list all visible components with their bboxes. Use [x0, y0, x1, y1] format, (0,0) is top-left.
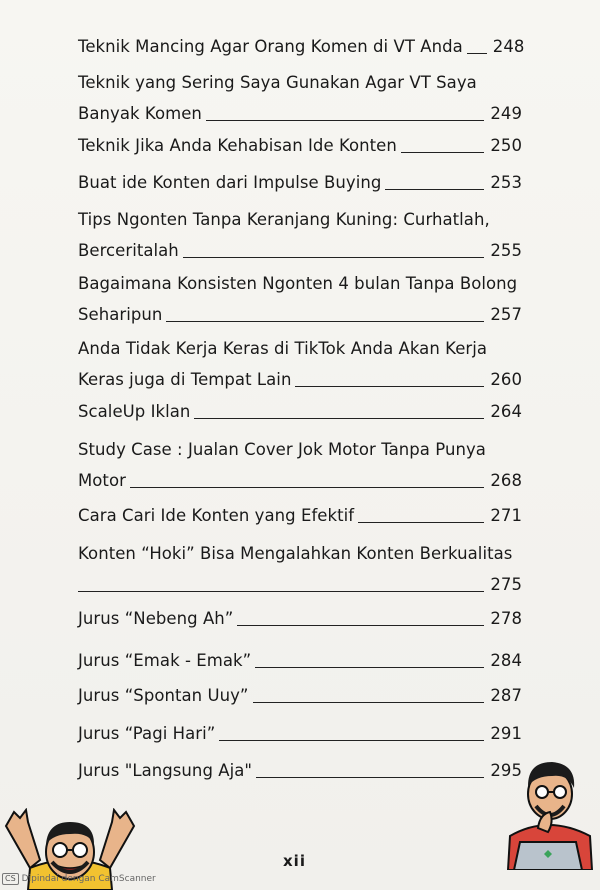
page-number: xii — [283, 852, 306, 870]
toc-title-line: Bagaimana Konsisten Ngonten 4 bulan Tanpa Bolong — [78, 274, 518, 293]
leader-line — [183, 256, 485, 258]
camscanner-logo-icon: CS — [2, 873, 19, 885]
toc-title-line: Keras juga di Tempat Lain — [78, 370, 292, 389]
toc-page-number: 291 — [490, 724, 522, 743]
toc-title-line: Banyak Komen — [78, 104, 202, 123]
scanner-watermark — [2, 873, 156, 885]
toc-page-number: 287 — [490, 686, 522, 705]
leader-line — [467, 52, 487, 54]
toc-page-number: 250 — [490, 136, 522, 155]
toc-title-line: Teknik Mancing Agar Orang Komen di VT Anda — [78, 37, 463, 56]
toc-page-number: 271 — [490, 506, 522, 525]
toc-title-line: Buat ide Konten dari Impulse Buying — [78, 173, 382, 192]
leader-line — [253, 701, 485, 703]
toc-page-number: 284 — [490, 651, 522, 670]
toc-entry — [78, 396, 522, 427]
toc-entry — [78, 167, 522, 198]
toc-page-number: 249 — [490, 104, 522, 123]
leader-line — [358, 521, 484, 523]
toc-title-line: Jurus “Nebeng Ah” — [78, 609, 234, 628]
leader-line — [206, 119, 484, 121]
scanner-text: Dipindai dengan CamScanner — [21, 874, 156, 884]
toc-entry — [78, 755, 522, 786]
thinking-character-illustration — [498, 752, 598, 870]
leader-line — [255, 666, 484, 668]
toc-entry — [78, 333, 522, 395]
toc-title-line: Study Case : Jualan Cover Jok Motor Tanpa Punya — [78, 440, 486, 459]
toc-entry — [78, 603, 522, 634]
toc-title-line: Jurus “Spontan Uuy” — [78, 686, 249, 705]
toc-entry — [78, 434, 522, 496]
toc-page-number: 275 — [490, 575, 522, 594]
toc-title-line: Jurus “Emak - Emak” — [78, 651, 252, 670]
leader-line — [166, 320, 484, 322]
leader-line — [219, 739, 484, 741]
toc-entry — [78, 680, 522, 711]
leader-line — [130, 486, 484, 488]
toc-title-line: Cara Cari Ide Konten yang Efektif — [78, 506, 355, 525]
toc-title-line: Tips Ngonten Tanpa Keranjang Kuning: Curhatlah, — [78, 210, 490, 229]
leader-line — [194, 417, 484, 419]
toc-entry — [78, 204, 522, 266]
leader-line — [385, 188, 484, 190]
toc-title-line: Motor — [78, 471, 126, 490]
toc-title-line: Seharipun — [78, 305, 163, 324]
toc-title-line: Teknik yang Sering Saya Gunakan Agar VT Saya — [78, 73, 477, 92]
toc-page-number: 257 — [490, 305, 522, 324]
toc-entry — [78, 31, 525, 62]
toc-page-number: 278 — [490, 609, 522, 628]
toc-title-line: Anda Tidak Kerja Keras di TikTok Anda Akan Kerja — [78, 339, 488, 358]
toc-title-line: Jurus “Pagi Hari” — [78, 724, 216, 743]
toc-entry — [78, 500, 522, 531]
toc-page-number: 264 — [490, 402, 522, 421]
toc-page-number: 260 — [490, 370, 522, 389]
toc-entry — [78, 268, 522, 330]
toc-title-line: Teknik Jika Anda Kehabisan Ide Konten — [78, 136, 397, 155]
toc-title-line: ScaleUp Iklan — [78, 402, 191, 421]
leader-line — [401, 151, 484, 153]
toc-entry — [78, 718, 522, 749]
leader-line — [295, 385, 484, 387]
toc-title-line: Jurus "Langsung Aja" — [78, 761, 253, 780]
toc-page-number: 255 — [490, 241, 522, 260]
toc-entry — [78, 538, 522, 600]
toc-title-line: Berceritalah — [78, 241, 179, 260]
toc-entry — [78, 645, 522, 676]
toc-page-number: 253 — [490, 173, 522, 192]
toc-title-line: Konten “Hoki” Bisa Mengalahkan Konten Berkualitas — [78, 544, 513, 563]
leader-line — [78, 590, 484, 592]
leader-line — [237, 624, 484, 626]
leader-line — [256, 776, 484, 778]
toc-entry — [78, 130, 522, 161]
toc-page-number: 295 — [490, 761, 522, 780]
toc-page-number: 248 — [492, 37, 525, 56]
toc-entry — [78, 67, 522, 129]
toc-page-number: 268 — [490, 471, 522, 490]
